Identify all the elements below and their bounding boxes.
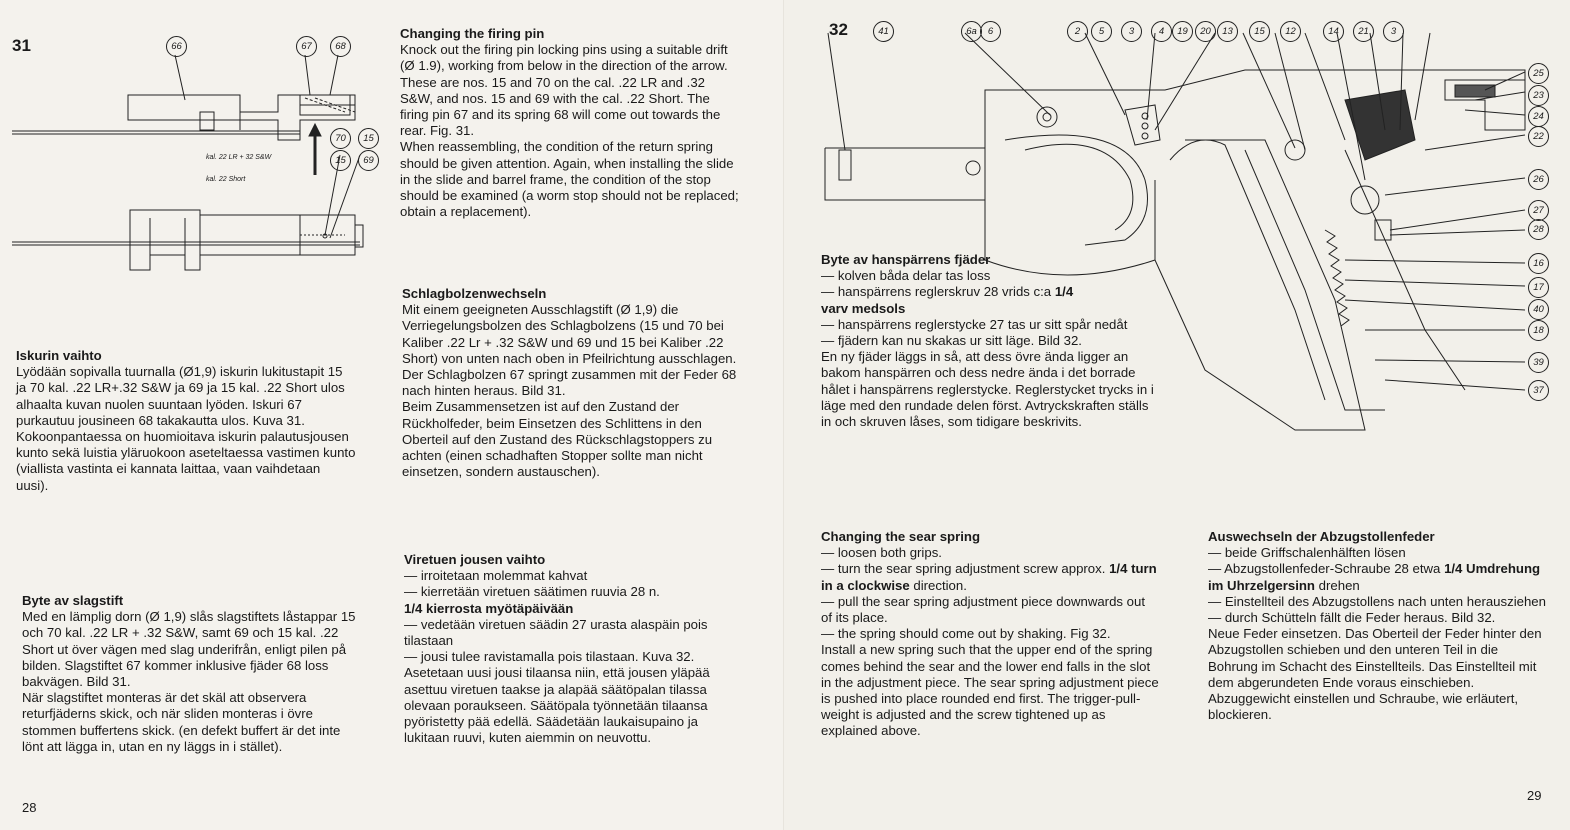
callout-18: 18 — [1528, 320, 1549, 341]
section-title: Changing the sear spring — [821, 529, 981, 544]
fi-firing-pin-section — [16, 348, 356, 494]
callout-15-b: 15 — [330, 150, 351, 171]
list-item-text: — hanspärrens reglerskruv 28 vrids c:a — [821, 284, 1052, 300]
list-item-emphasis: 1/4 — [1054, 284, 1074, 300]
callout-6a: 6a — [961, 21, 982, 42]
list-item: — vedetään viretuen säädin 27 urasta alaspäin pois tilastaan — [404, 616, 708, 649]
paragraph: Kokoonpantaessa on huomioitava iskurin palautusjousen kunto sekä luistia yläruokoon aseteltaessa vastimen kunto (viallista vastinta ei kannata laittaa, vaan vaihdetaan uusi). — [16, 429, 356, 493]
callout-24: 24 — [1528, 106, 1549, 127]
page-folio-left: 28 — [22, 800, 37, 815]
figure-number-32: 32 — [829, 20, 848, 39]
caliber-label-lr: kal. 22 LR + 32 S&W — [206, 154, 272, 161]
callout-67: 67 — [296, 36, 317, 57]
figure-number-31: 31 — [12, 36, 31, 55]
paragraph: Beim Zusammensetzen ist auf den Zustand der Rückholfeder, beim Einsetzen des Schlittens in den Oberteil auf den Zustand des Rückschlagstoppers zu achten (einen schadhaften Stopper sollte man nicht einsetzen, sondern austauschen). — [402, 399, 713, 480]
list-item-emphasis: 1/4 turn in a clockwise — [821, 561, 1157, 593]
de-sear-spring-section — [1208, 529, 1548, 723]
paragraph: Asetetaan uusi jousi tilaansa niin, että jousen yläpää asettuu viretuen taakse ja alapää säätöpalan tilassa olevaan poraukseen. Säätöpala työnnetään tilaansa pyöristetty pää edellä. Säädetään laukaisupaino ja lukitaan ruuvi, kuten aiemmin on neuvottu. — [404, 665, 710, 746]
list-item — [1208, 561, 1548, 593]
page-folio-right: 29 — [1527, 788, 1542, 803]
callout-15-a: 15 — [358, 128, 379, 149]
callout-14: 14 — [1323, 21, 1344, 42]
paragraph: When reassembling, the condition of the return spring should be given attention. Again, when installing the slide in the slide and barrel frame, the condition of the stop should be examined (a worm stop should not be replaced; obtain a replacement). — [400, 139, 739, 220]
list-item: — kolven båda delar tas loss — [821, 268, 991, 284]
list-item-text: drehen — [1318, 577, 1360, 593]
list-item: — kierretään viretuen säätimen ruuvia 28 n. — [404, 584, 660, 600]
right-page — [785, 0, 1570, 830]
section-title: Iskurin vaihto — [16, 348, 102, 363]
paragraph: Neue Feder einsetzen. Das Oberteil der Feder hinter den Abzugstollen schieben und den unteren Teil in die Bohrung im Schacht des Einstellteils. Das Einstellteil mit dem abgerundeten Ende voraus einschieben. Abzuggewicht einstellen und Schraube, wie erläutert, blockieren. — [1208, 626, 1542, 723]
callout-28: 28 — [1528, 219, 1549, 240]
list-item-emphasis: 1/4 kierrosta myötäpäivään — [404, 600, 574, 616]
list-item: — the spring should come out by shaking. Fig 32. — [821, 626, 1111, 642]
list-item: — hanspärrens reglerstycke 27 tas ur sitt spår nedåt — [821, 316, 1128, 332]
list-item: — loosen both grips. — [821, 545, 942, 561]
paragraph: Knock out the firing pin locking pins using a suitable drift (Ø 1.9), working from below in the direction of the arrow. These are nos. 15 and 70 on the cal. .22 LR and .32 S&W, and nos. 15 and 69 with the cal. .22 Short. The firing pin 67 and its spring 68 will come out towards the rear. Fig. 31. — [400, 42, 728, 139]
callout-40: 40 — [1528, 299, 1549, 320]
list-item-text: — turn the sear spring adjustment screw approx. — [821, 561, 1106, 577]
list-item: — fjädern kan nu skakas ur sitt läge. Bild 32. — [821, 333, 1082, 349]
firing-pin-diagram — [0, 50, 380, 280]
callout-68: 68 — [330, 36, 351, 57]
callout-66: 66 — [166, 36, 187, 57]
paragraph: Install a new spring such that the upper end of the spring comes behind the sear and the lower end falls in the slot in the adjustment piece. The sear spring adjustment piece is pushed into place rounded end first. The trigger-pull-weight is adjusted and the screw tightened up as explained above. — [821, 642, 1159, 739]
list-item: — Einstellteil des Abzugstollens nach unten herausziehen — [1208, 593, 1546, 609]
list-item-emphasis: 1/4 Umdrehung im Uhrzelgersinn — [1208, 561, 1541, 593]
callout-27: 27 — [1528, 200, 1549, 221]
callout-21: 21 — [1353, 21, 1374, 42]
en-firing-pin-section — [400, 26, 740, 220]
callout-26: 26 — [1528, 169, 1549, 190]
list-item-text: direction. — [913, 577, 967, 593]
list-item: — jousi tulee ravistamalla pois tilastaan. Kuva 32. — [404, 649, 695, 665]
sv-firing-pin-section — [22, 593, 360, 755]
en-sear-spring-section — [821, 529, 1159, 740]
callout-12: 12 — [1280, 21, 1301, 42]
paragraph: När slagstiftet monteras är det skäl att observera returfjäderns skick, och när sliden monteras i övre stommen buffertens skick. (en defekt buffert är det inte lönt att lägga in, utan en ny läggs in i stället). — [22, 690, 341, 754]
callout-3-a: 3 — [1121, 21, 1142, 42]
callout-25: 25 — [1528, 63, 1549, 84]
section-title: Auswechseln der Abzugstollenfeder — [1208, 529, 1435, 544]
callout-17: 17 — [1528, 277, 1549, 298]
section-title: Changing the firing pin — [400, 26, 545, 41]
paragraph: Med en lämplig dorn (Ø 1,9) slås slagstiftets låstappar 15 och 70 kal. .22 LR + .32 S&W, samt 69 och 15 kal. .22 Short ut över vägen med slag underifrån, enligt pilen på bilden. Slagstiftet 67 kommer inklusive fjäder 68 loss bakvägen. Bild 31. — [22, 609, 356, 690]
callout-3-b: 3 — [1383, 21, 1404, 42]
callout-2: 2 — [1067, 21, 1088, 42]
callout-16: 16 — [1528, 253, 1549, 274]
callout-13: 13 — [1217, 21, 1238, 42]
list-item — [821, 561, 1159, 593]
callout-5: 5 — [1091, 21, 1112, 42]
callout-41: 41 — [873, 21, 894, 42]
callout-20: 20 — [1195, 21, 1216, 42]
callout-39: 39 — [1528, 352, 1549, 373]
list-item-text: — Abzugstollenfeder-Schraube 28 etwa — [1208, 561, 1441, 577]
list-item: — irroitetaan molemmat kahvat — [404, 568, 588, 584]
list-item: — pull the sear spring adjustment piece downwards out of its place. — [821, 593, 1146, 626]
section-title: Schlagbolzenwechseln — [402, 286, 547, 301]
callout-22: 22 — [1528, 126, 1549, 147]
list-item-emphasis: varv medsols — [821, 300, 906, 316]
sv-sear-spring-section — [821, 252, 1159, 430]
list-item: — durch Schütteln fällt die Feder heraus. Bild 32. — [1208, 610, 1496, 626]
list-item: — beide Griffschalenhälften lösen — [1208, 545, 1406, 561]
callout-15: 15 — [1249, 21, 1270, 42]
section-title: Byte av slagstift — [22, 593, 124, 608]
callout-4: 4 — [1151, 21, 1172, 42]
callout-69: 69 — [358, 150, 379, 171]
paragraph: En ny fjäder läggs in så, att dess övre ända ligger an bakom hanspärren och dess nedre ända i det borrade hålet i hanspärrens reglerstycke. Reglerstycket trycks in i läge med den rundade delen först. Avtryckskraften ställs in och skruven låses, som tidigare beskrivits. — [821, 349, 1154, 430]
section-title: Byte av hanspärrens fjäder — [821, 252, 991, 267]
fi-sear-spring-section — [404, 552, 746, 746]
callout-19: 19 — [1172, 21, 1193, 42]
section-title: Viretuen jousen vaihto — [404, 552, 546, 567]
callout-6: 6 — [980, 21, 1001, 42]
paragraph: Mit einem geeigneten Ausschlagstift (Ø 1,9) die Verriegelungsbolzen des Schlagbolzens (15 und 70 bei Kaliber .22 Lr + .32 S&W und 69 und 15 bei Kaliber .22 Short) von unten nach oben in Pfeilrichtung ausschlagen. Der Schlagbolzen 67 springt zusammen mit der Feder 68 nach hinten heraus. Bild 31. — [402, 302, 737, 399]
de-firing-pin-section — [402, 286, 742, 480]
paragraph: Lyödään sopivalla tuurnalla (Ø1,9) iskurin lukitustapit 15 ja 70 kal. .22 LR+.32 S&W ja 69 ja 15 kal. .22 Short ulos alhaalta kuvan nuolen suuntaan lyöden. Iskuri 67 purkautuu jousineen 68 takakautta ulos. Kuva 31. — [16, 364, 345, 428]
callout-23: 23 — [1528, 85, 1549, 106]
caliber-label-short: kal. 22 Short — [206, 176, 246, 183]
callout-70: 70 — [330, 128, 351, 149]
list-item — [821, 284, 1159, 300]
callout-37: 37 — [1528, 380, 1549, 401]
